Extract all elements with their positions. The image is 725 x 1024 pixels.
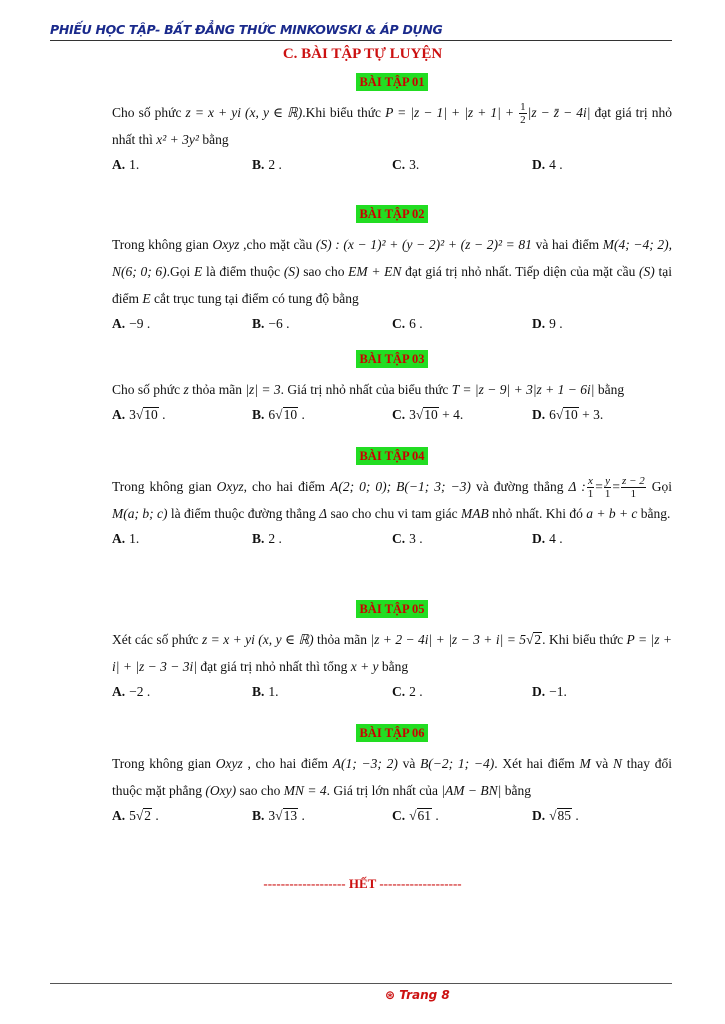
option-b[interactable]: B. 6√10 .: [252, 407, 305, 422]
question-text: Trong không gian Oxyz, cho hai điểm A(2; 0; 0); B(−1; 3; −3) và đường thẳng Δ : $\frac{x}{1}$ = $\frac{y}{1}$ = $\frac{z - 2}{1}$ Gọi M(a; b; c) là điểm thuộc đường thẳng Δ sao cho chu vi tam giác MAB nhỏ nhất. Khi đó a + b + c bằng.: [112, 475, 672, 522]
answer-options: [112, 808, 672, 824]
page-header: [50, 22, 672, 41]
footer-divider: [50, 983, 672, 984]
exercise-02: [112, 205, 672, 332]
answer-options: [112, 531, 672, 547]
answer-options: [112, 316, 672, 332]
option-a[interactable]: A. 5√2 .: [112, 808, 159, 823]
exercise-04: [112, 447, 672, 547]
fraction: $\frac{x}{1}$: [587, 475, 594, 501]
section-title: C. BÀI TẬP TỰ LUYỆN: [282, 46, 443, 62]
question-text: Cho số phức z = x + yi (x, y ∈ ℝ).Khi biểu thức P = |z − 1| + |z + 1| + $\frac{1}{2}$ |z − z̄ − 4i| đạt giá trị nhỏ nhất thì x² + 3y² bằng: [112, 101, 672, 148]
exercise-label: BÀI TẬP 06: [356, 724, 427, 742]
exercise-05: [112, 600, 672, 700]
exercise-03: [112, 350, 672, 423]
option-c[interactable]: C. 2 .: [392, 684, 423, 699]
option-b[interactable]: B. 1.: [252, 684, 279, 699]
end-marker: ------------------- HẾT -------------------: [263, 876, 462, 891]
exercise-06: [112, 724, 672, 824]
fraction: $\frac{1}{2}$: [520, 101, 526, 127]
option-d[interactable]: D. 6√10 + 3.: [532, 407, 604, 422]
option-a[interactable]: A. 1.: [112, 531, 140, 547]
option-a[interactable]: A. −9 .: [112, 316, 151, 331]
option-c[interactable]: C. √61 .: [392, 808, 439, 823]
exercise-label: BÀI TẬP 02: [356, 205, 427, 223]
question-text: Trong không gian Oxyz , cho hai điểm A(1; −3; 2) và B(−2; 1; −4). Xét hai điểm M và N thay đổi thuộc mặt phẳng (Oxy) sao cho MN = 4. Giá trị lớn nhất của |AM − BN| bằng: [112, 756, 672, 798]
option-a[interactable]: A. −2 .: [112, 684, 151, 699]
header-title: PHIẾU HỌC TẬP- BẤT ĐẲNG THỨC MINKOWSKI & ÁP DỤNG: [50, 22, 443, 37]
exercise-label: BÀI TẬP 04: [356, 447, 427, 465]
option-d[interactable]: D. √85 .: [532, 808, 579, 823]
option-d[interactable]: D. −1.: [532, 684, 567, 699]
option-c[interactable]: C. 3 .: [392, 531, 423, 547]
header-divider: [50, 40, 672, 41]
exercise-01: [112, 73, 672, 173]
option-a[interactable]: A. 1.: [112, 157, 140, 173]
exercise-label: BÀI TẬP 03: [356, 350, 427, 368]
fraction: $\frac{y}{1}$: [604, 475, 611, 501]
exercise-label: BÀI TẬP 05: [356, 600, 427, 618]
option-a[interactable]: A. 3√10 .: [112, 407, 166, 422]
option-b[interactable]: B. 2 .: [252, 157, 282, 173]
option-c[interactable]: C. 3.: [392, 157, 420, 173]
page-number: ⊛ Trang 8: [385, 988, 450, 1002]
question-text: Trong không gian Oxyz ,cho mặt cầu (S) : (x − 1)² + (y − 2)² + (z − 2)² = 81 và hai điểm M(4; −4; 2), N(6; 0; 6).Gọi E là điểm thuộc (S) sao cho EM + EN đạt giá trị nhỏ nhất. Tiếp diện của mặt cầu (S) tại điểm E cắt trục tung tại điểm có tung độ bằng: [112, 237, 673, 306]
fraction: $\frac{z - 2}{1}$: [621, 475, 645, 501]
option-c[interactable]: C. 6 .: [392, 316, 423, 331]
option-b[interactable]: B. 3√13 .: [252, 808, 305, 823]
option-b[interactable]: B. 2 .: [252, 531, 282, 547]
answer-options: [112, 407, 672, 423]
option-d[interactable]: D. 4 .: [532, 157, 563, 173]
option-d[interactable]: D. 4 .: [532, 531, 563, 547]
option-d[interactable]: D. 9 .: [532, 316, 563, 331]
option-c[interactable]: C. 3√10 + 4.: [392, 407, 464, 422]
question-text: Cho số phức z thỏa mãn |z| = 3. Giá trị nhỏ nhất của biểu thức T = |z − 9| + 3|z + 1 − 6i| bằng: [112, 382, 625, 397]
answer-options: [112, 684, 672, 700]
exercise-label: BÀI TẬP 01: [356, 73, 427, 91]
question-text: Xét các số phức z = x + yi (x, y ∈ ℝ) thỏa mãn |z + 2 − 4i| + |z − 3 + i| = 5√2. Khi biểu thức P = |z + i| + |z − 3 − 3i| đạt giá trị nhỏ nhất thì tổng x + y bằng: [112, 632, 673, 674]
option-b[interactable]: B. −6 .: [252, 316, 290, 331]
answer-options: [112, 157, 672, 173]
